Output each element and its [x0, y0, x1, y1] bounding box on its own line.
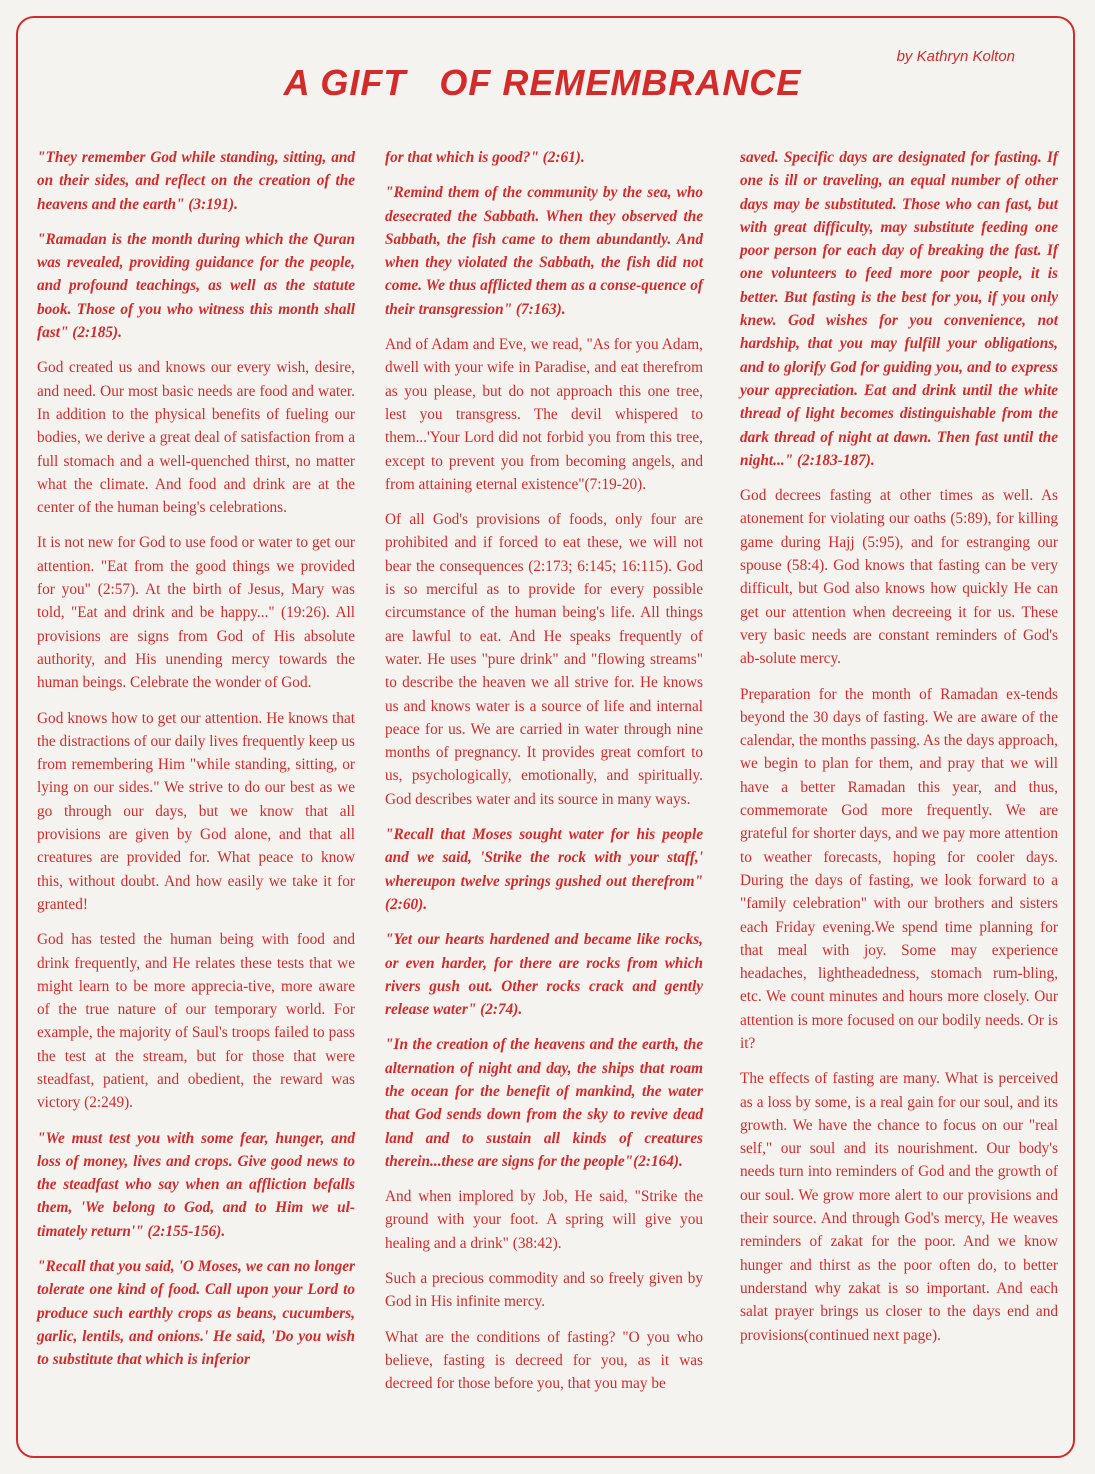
- body-paragraph: And of Adam and Eve, we read, "As for you Adam, dwell with your wife in Paradise, and eat therefrom as you please, but do not approach this one tree, lest you transgress. The devil whispered to them...'Your Lord did not forbid you from this tree, except to prevent you from becoming angels, and from attaining eternal existence"(7:19-20).: [385, 336, 703, 493]
- author-byline: by Kathryn Kolton: [896, 48, 1015, 65]
- quote-paragraph: for that which is good?" (2:61).: [385, 149, 585, 166]
- quote-paragraph: "In the creation of the heavens and the earth, the alternation of night and day, the ships that roam the ocean for the benefit of mankind, the water that God sends down from the sky to revive dead land and to sustain all kinds of creatures therein...these are signs for the people"(2:164).: [385, 1036, 703, 1170]
- body-paragraph: The effects of fasting are many. What is perceived as a loss by some, is a real gain for our soul, and its growth. We have the chance to focus on our "real self," our soul and its nourishment. Our body's needs turn into reminders of God and the growth of our soul. We grow more alert to our provisions and their source. And through God's mercy, He weaves reminders of zakat for the poor. And we know hunger and thirst as the poor often do, to better understand why zakat is so important. And each salat prayer brings us closer to the days end and provisions(continued next page).: [740, 1070, 1058, 1344]
- quote-paragraph: "We must test you with some fear, hunger, and loss of money, lives and crops. Give good news to the steadfast who say when an affliction befalls them, 'We belong to God, and to Him we ul-timately return'" (2:155-156).: [37, 1129, 355, 1240]
- column-1: [37, 146, 355, 1384]
- body-paragraph: Such a precious commodity and so freely given by God in His infinite mercy.: [385, 1270, 703, 1311]
- quote-paragraph: "Recall that you said, 'O Moses, we can no longer tolerate one kind of food. Call upon your Lord to produce such earthly crops as beans, cucumbers, garlic, lentils, and onions.' He said, 'Do you wish to substitute that which is inferior: [37, 1258, 355, 1369]
- body-paragraph: Preparation for the month of Ramadan ex-tends beyond the 30 days of fasting. We are aware of the calendar, the months passing. As the days approach, we begin to plan for them, and pray that we will have a better Ramadan this year, and thus, commemorate God more frequently. We are grateful for shorter days, and we pay more attention to weather forecasts, hoping for cooler days. During the days of fasting, we look forward to a "family celebration" with our brothers and sisters each Friday evening.We spend time planning for that meal with joy. Some may experience headaches, lightheadedness, stomach rum-bling, etc. We count minutes and hours more closely. Our attention is more focused on our bodily needs. Or is it?: [740, 685, 1058, 1052]
- body-paragraph: God decrees fasting at other times as well. As atonement for violating our oaths (5:89), for killing game during Hajj (5:95), and for estranging our spouse (58:4). God knows that fasting can be very difficult, but God also knows how quickly He can get our attention when decreeing it for us. These very basic needs are constant reminders of God's ab-solute mercy.: [740, 487, 1058, 668]
- column-3: [740, 146, 1058, 1359]
- column-2: [385, 146, 703, 1408]
- body-paragraph: God has tested the human being with food and drink frequently, and He relates these tests that we might learn to be more apprecia-tive, more aware of the true nature of our temporary world. For example, the majority of Saul's troops failed to pass the test at the stream, but for those that were steadfast, patient, and obedient, the reward was victory (2:249).: [37, 931, 355, 1112]
- quote-paragraph: "Recall that Moses sought water for his people and we said, 'Strike the rock with your staff,' whereupon twelve springs gushed out therefrom" (2:60).: [385, 826, 703, 913]
- quote-paragraph: "Remind them of the community by the sea, who desecrated the Sabbath. When they observed the Sabbath, the fish came to them abundantly. And when they violated the Sabbath, the fish did not come. We thus afflicted them as a conse-quence of their transgression" (7:163).: [385, 184, 703, 318]
- quote-paragraph: saved. Specific days are designated for fasting. If one is ill or traveling, an equal number of other days may be substituted. Those who can fast, but with great difficulty, may substitute feeding one poor person for each day of breaking the fast. If one volunteers to feed more poor people, it is better. But fasting is the best for you, if you only knew. God wishes for you convenience, not hardship, that you may fulfill your obligations, and to glorify God for guiding you, and to express your appreciation. Eat and drink until the white thread of light becomes distinguishable from the dark thread of night at dawn. Then fast until the night..." (2:183-187).: [740, 149, 1058, 469]
- body-paragraph: God created us and knows our every wish, desire, and need. Our most basic needs are food and water. In addition to the physical benefits of fueling our bodies, we derive a great deal of satisfaction from a full stomach and a well-quenched thirst, no matter what the climate. And food and drink are at the center of the human being's celebrations.: [37, 359, 355, 517]
- body-paragraph: Of all God's provisions of foods, only four are prohibited and if forced to eat these, we will not bear the consequences (2:173; 6:145; 16:115). God is so merciful as to provide for every possible circumstance of the human being's life. All things are lawful to eat. And He speaks frequently of water. He uses "pure drink" and "flowing streams" to describe the heaven we all strive for. He knows us and knows water is a source of life and internal peace for us. We are carried in water through nine months of pregnancy. It provides great comfort to us, psychologically, emotionally, and spiritually. God describes water and its source in many ways.: [385, 511, 703, 808]
- body-paragraph: And when implored by Job, He said, "Strike the ground with your foot. A spring will give you healing and a drink" (38:42).: [385, 1188, 703, 1252]
- quote-paragraph: "Yet our hearts hardened and became like rocks, or even harder, for there are rocks from which rivers gush out. Other rocks crack and gently release water" (2:74).: [385, 931, 703, 1019]
- body-paragraph: What are the conditions of fasting? "O you who believe, fasting is decreed for you, as it was decreed for those before you, that you may be: [385, 1328, 703, 1393]
- quote-paragraph: "They remember God while standing, sitting, and on their sides, and reflect on the creation of the heavens and the earth" (3:191).: [37, 149, 355, 213]
- article-title: A GIFT OF REMEMBRANCE: [283, 62, 802, 103]
- body-paragraph: It is not new for God to use food or water to get our attention. "Eat from the good things we provided for you" (2:57). At the birth of Jesus, Mary was told, "Eat and drink and be happy..." (19:26). All provisions are signs from God of His absolute authority, and His unending mercy towards the human beings. Celebrate the wonder of God.: [37, 534, 355, 692]
- body-paragraph: God knows how to get our attention. He knows that the distractions of our daily lives frequently keep us from remembering Him "while standing, sitting, or lying on our sides." We strive to do our best as we go through our days, but we know that all provisions are given by God alone, and that all creatures are provided for. What peace to know this, without doubt. And how easily we take it for granted!: [37, 709, 355, 913]
- quote-paragraph: "Ramadan is the month during which the Quran was revealed, providing guidance for the people, and profound teachings, as well as the statute book. Those of you who witness this month shall fast" (2:185).: [37, 230, 355, 342]
